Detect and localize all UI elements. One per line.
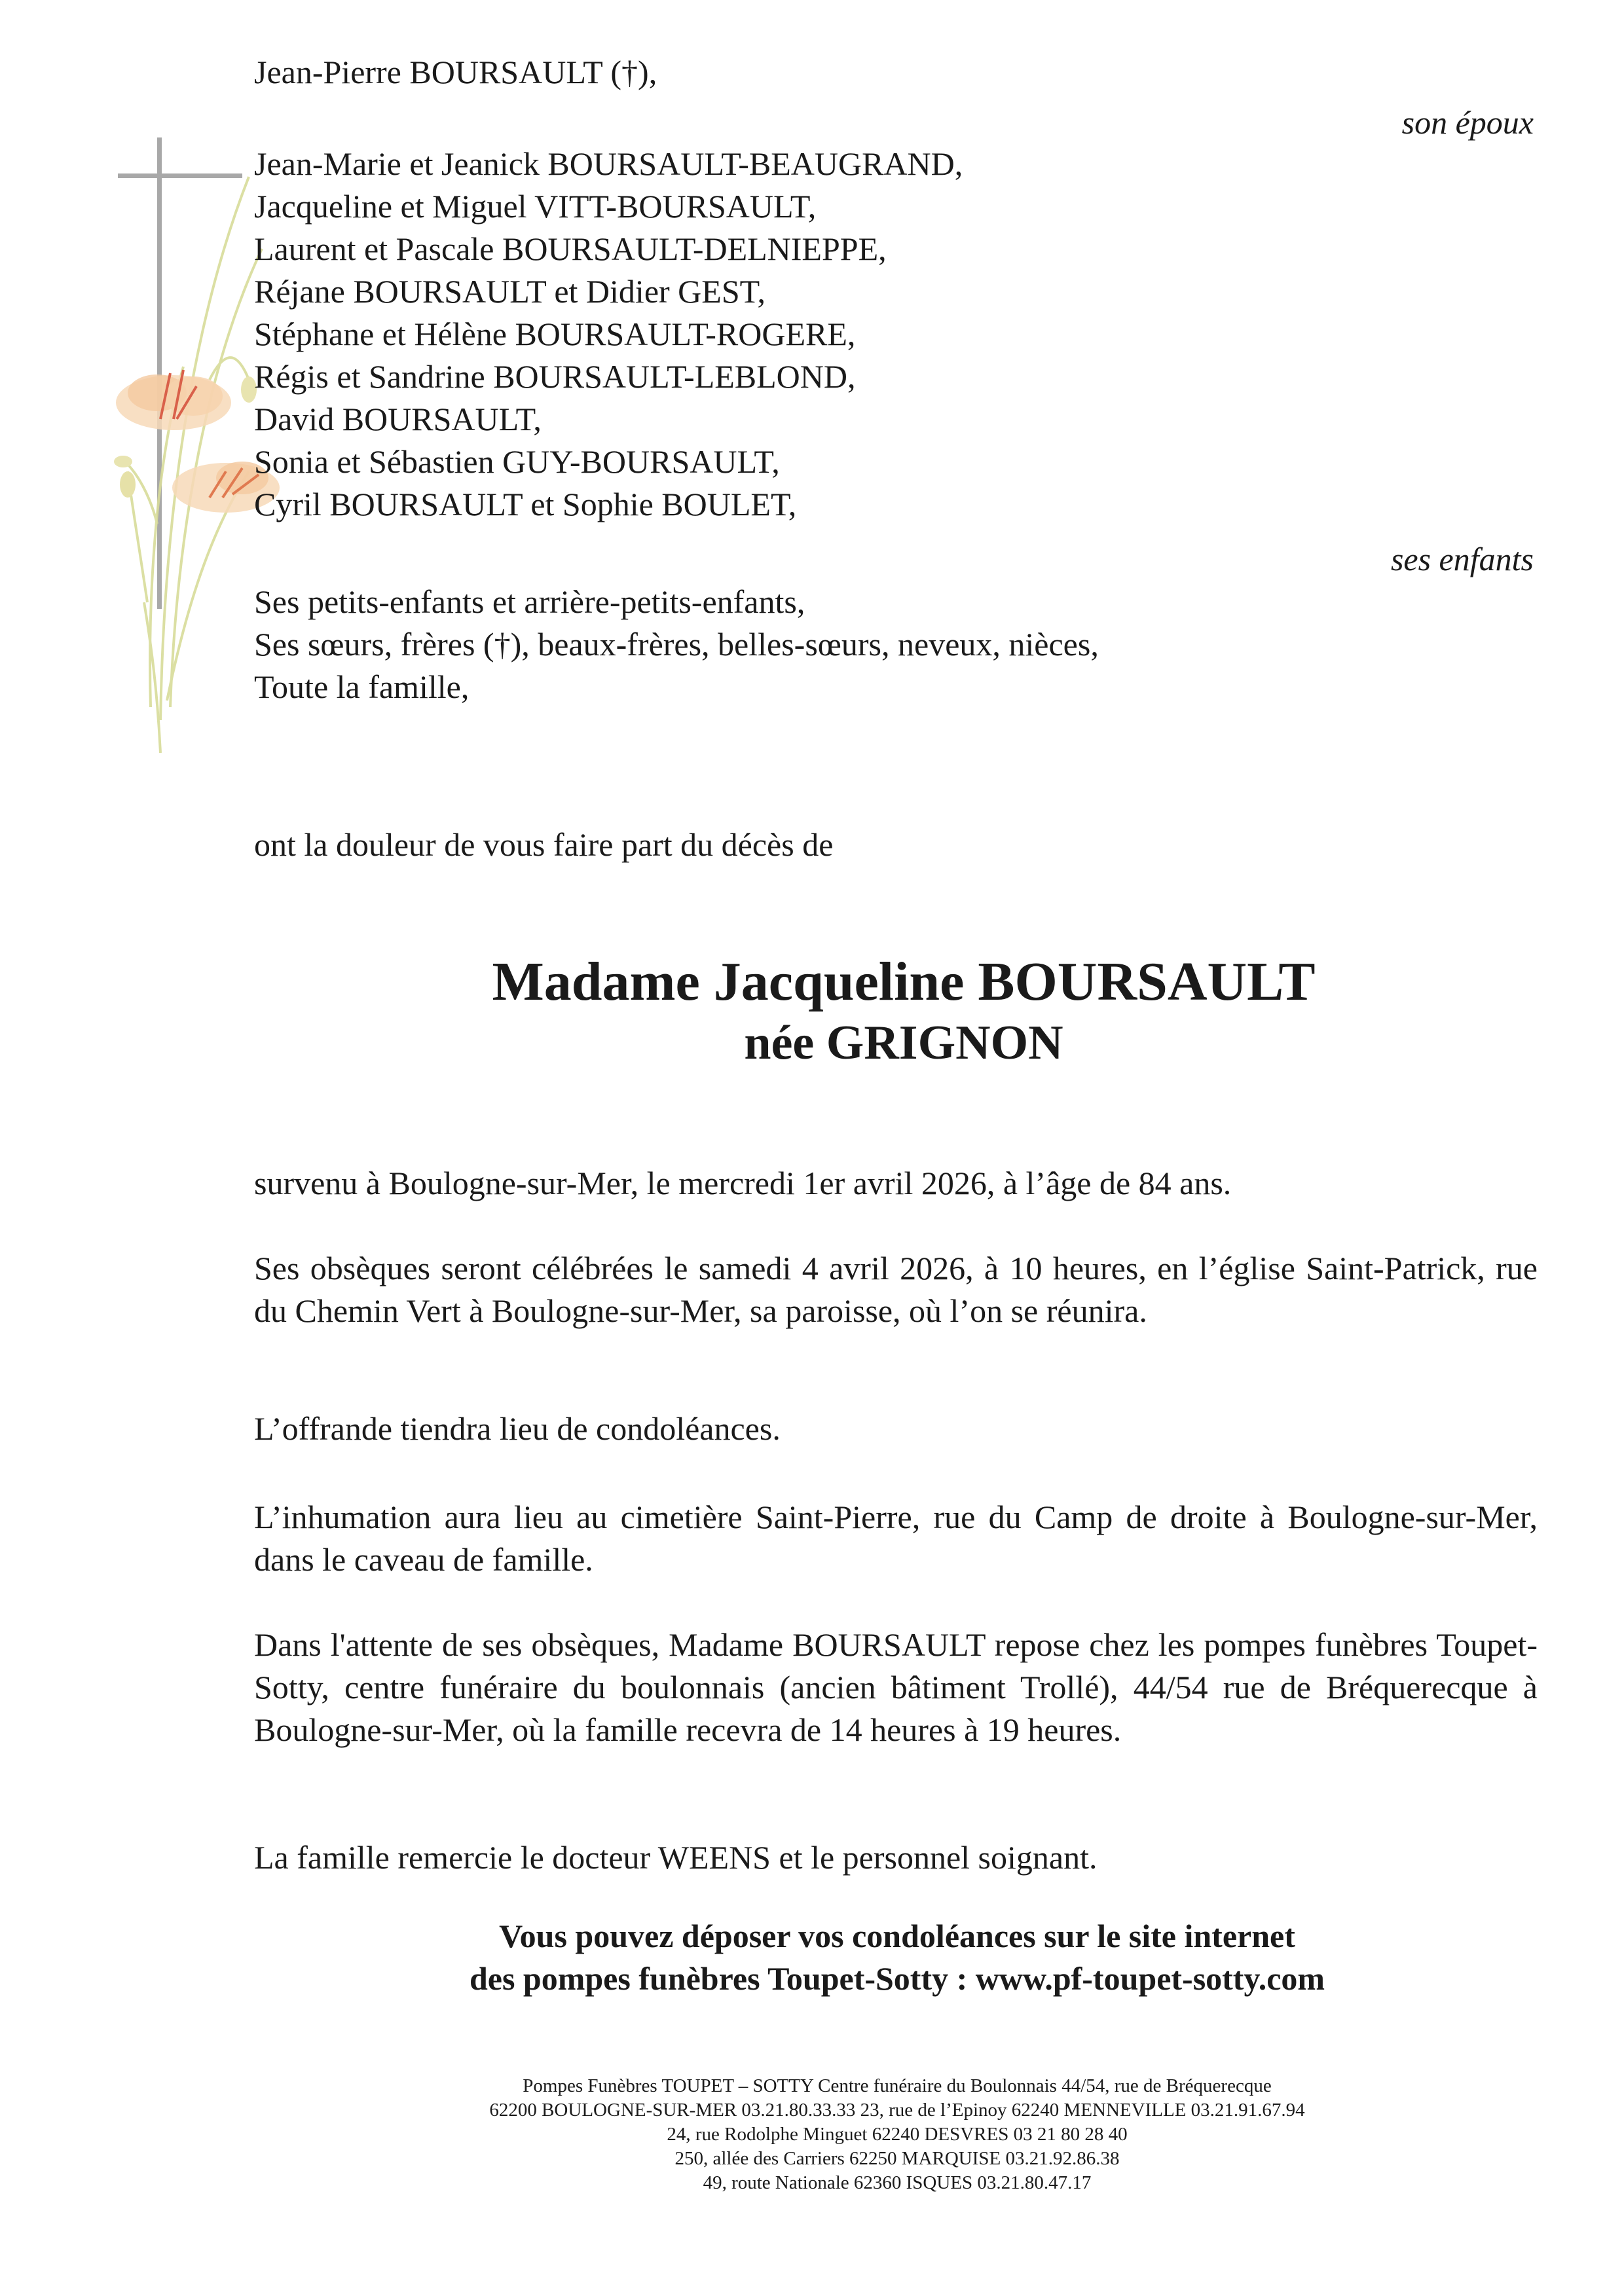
footer-line: 62200 BOULOGNE-SUR-MER 03.21.80.33.33 23, rue de l’Epinoy 62240 MENNEVILLE 03.21.91.67.94 [489,2100,1305,2121]
children-list [254,143,963,526]
poppy-flower-icon [116,370,231,430]
family-entry: Ses sœurs, frères (†), beaux-frères, belles-sœurs, neveux, nièces, [254,626,1099,663]
family-list [254,581,1099,708]
burial-paragraph: L’inhumation aura lieu au cimetière Saint-Pierre, rue du Camp de droite à Boulogne-sur-Mer, dans le caveau de famille. [254,1499,1538,1578]
funeral-home-footer [0,2074,1624,2195]
footer-line: Pompes Funèbres TOUPET – SOTTY Centre funéraire du Boulonnais 44/54, rue de Bréquerecque [523,2075,1272,2096]
thanks-paragraph: La famille remercie le docteur WEENS et le personnel soignant. [254,1839,1098,1876]
viewing-paragraph: Dans l'attente de ses obsèques, Madame BOURSAULT repose chez les pompes funèbres Toupet-Sotty, centre funéraire du boulonnais (ancien bâtiment Trollé), 44/54 rue de Bréquerecque à Boulogne-sur-Mer, où la famille recevra de 14 heures à 19 heures. [254,1626,1538,1748]
condolences-website-line: des pompes funèbres Toupet-Sotty : www.pf-toupet-sotty.com [469,1960,1325,1997]
family-entry: Toute la famille, [254,668,470,705]
announcement-intro: ont la douleur de vous faire part du décès de [254,826,834,863]
footer-line: 24, rue Rodolphe Minguet 62240 DESVRES 03 21 80 28 40 [667,2124,1128,2145]
footer-line: 250, allée des Carriers 62250 MARQUISE 03.21.92.86.38 [674,2148,1120,2169]
family-entry: Ses petits-enfants et arrière-petits-enfants, [254,583,805,620]
spouse-role: son époux [1401,104,1534,141]
deceased-name: Madame Jacqueline BOURSAULT [492,951,1316,1012]
children-role: ses enfants [1390,541,1534,577]
child-entry: Stéphane et Hélène BOURSAULT-ROGERE, [254,316,856,352]
child-entry: Réjane BOURSAULT et Didier GEST, [254,273,766,310]
offering-paragraph: L’offrande tiendra lieu de condoléances. [254,1410,781,1447]
deceased-maiden-name: née GRIGNON [744,1016,1063,1070]
child-entry: Cyril BOURSAULT et Sophie BOULET, [254,486,797,522]
footer-line: 49, route Nationale 62360 ISQUES 03.21.80.47.17 [703,2172,1092,2193]
child-entry: Laurent et Pascale BOURSAULT-DELNIEPPE, [254,230,887,267]
death-paragraph: survenu à Boulogne-sur-Mer, le mercredi 1er avril 2026, à l’âge de 84 ans. [254,1165,1232,1201]
child-entry: Jacqueline et Miguel VITT-BOURSAULT, [254,188,817,225]
child-entry: Sonia et Sébastien GUY-BOURSAULT, [254,443,780,480]
funeral-paragraph: Ses obsèques seront célébrées le samedi 4 avril 2026, à 10 heures, en l’église Saint-Patrick, rue du Chemin Vert à Boulogne-sur-Mer, sa paroisse, où l’on se réunira. [254,1250,1538,1329]
child-entry: Régis et Sandrine BOURSAULT-LEBLOND, [254,358,856,395]
spouse-line: Jean-Pierre BOURSAULT (†), [254,54,657,90]
child-entry: Jean-Marie et Jeanick BOURSAULT-BEAUGRAND, [254,145,963,182]
child-entry: David BOURSAULT, [254,401,542,437]
condolences-line: Vous pouvez déposer vos condoléances sur le site internet [499,1918,1295,1954]
